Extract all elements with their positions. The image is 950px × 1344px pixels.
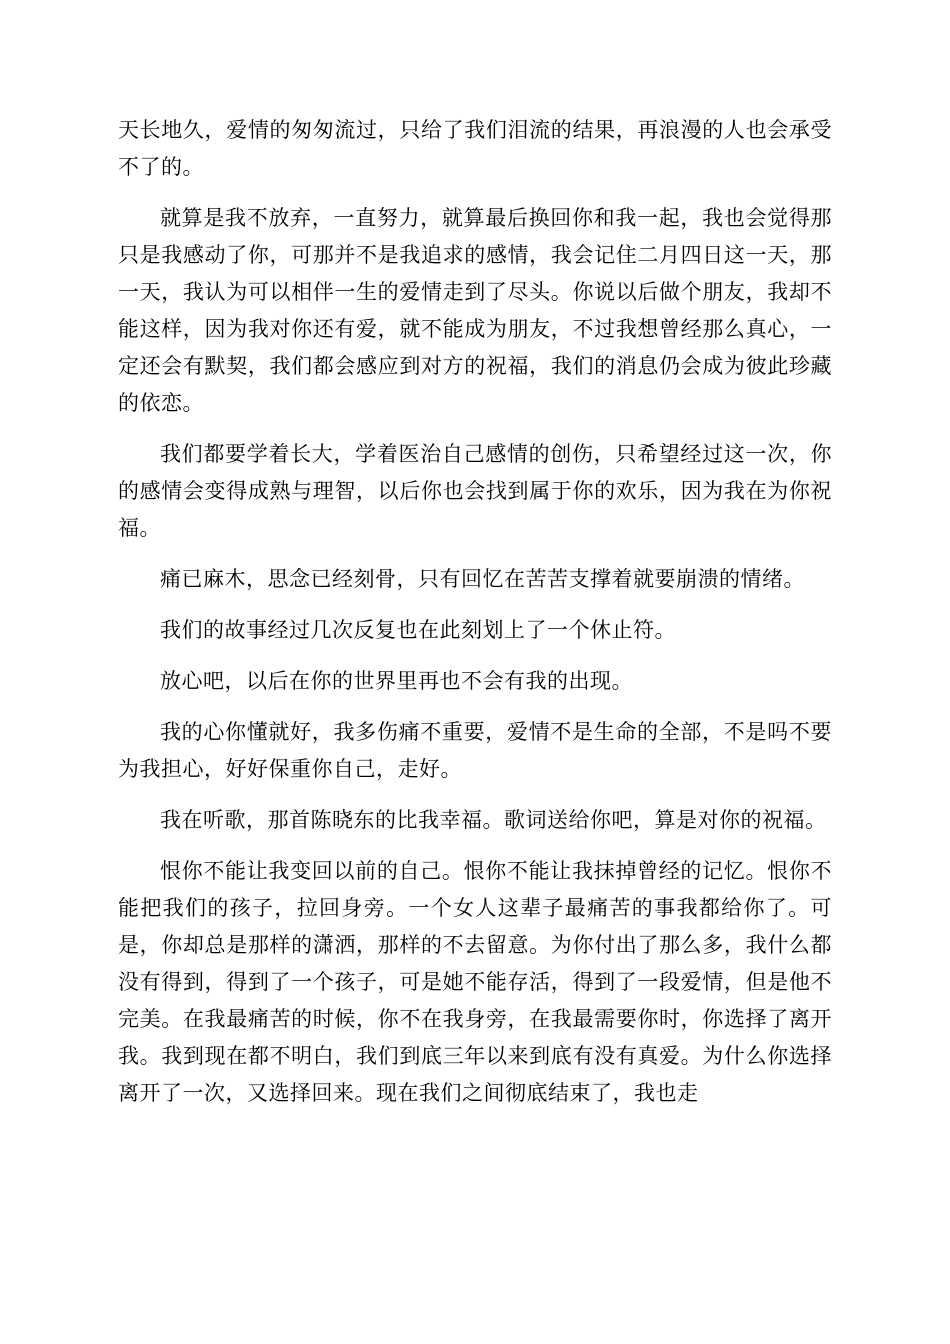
- paragraph-9: 恨你不能让我变回以前的自己。恨你不能让我抹掉曾经的记忆。恨你不能把我们的孩子，拉回身旁。一个女人这辈子最痛苦的事我都给你了。可是，你却总是那样的潇洒，那样的不去留意。为你付出了那么多，我什么都没有得到，得到了一个孩子，可是她不能存活，得到了一段爱情，但是他不完美。在我最痛苦的时候，你不在我身旁，在我最需要你时，你选择了离开我。我到现在都不明白，我们到底三年以来到底有没有真爱。为什么你选择离开了一次，又选择回来。现在我们之间彻底结束了，我也走: [118, 859, 832, 1105]
- paragraph-2: 就算是我不放弃，一直努力，就算最后换回你和我一起，我也会觉得那只是我感动了你，可那并不是我追求的感情，我会记住二月四日这一天，那一天，我认为可以相伴一生的爱情走到了尽头。你说以后做个朋友，我却不能这样，因为我对你还有爱，就不能成为朋友，不过我想曾经那么真心，一定还会有默契，我们都会感应到对方的祝福，我们的消息仍会成为彼此珍藏的依恋。: [118, 206, 832, 415]
- paragraph-7: 我的心你懂就好，我多伤痛不重要，爱情不是生命的全部，不是吗不要为我担心，好好保重你自己，走好。: [118, 720, 832, 781]
- paragraph-8: 我在听歌，那首陈晓东的比我幸福。歌词送给你吧，算是对你的祝福。: [160, 808, 827, 832]
- paragraph-6: 放心吧，以后在你的世界里再也不会有我的出现。: [160, 669, 633, 693]
- document-body: [118, 112, 832, 1126]
- paragraph-4: 痛已麻木，思念已经刻骨，只有回忆在苦苦支撑着就要崩溃的情绪。: [160, 567, 805, 591]
- paragraph-1: 天长地久，爱情的匆匆流过，只给了我们泪流的结果，再浪漫的人也会承受不了的。: [118, 118, 832, 179]
- paragraph-5: 我们的故事经过几次反复也在此刻划上了一个休止符。: [160, 618, 676, 642]
- paragraph-3: 我们都要学着长大，学着医治自己感情的创伤，只希望经过这一次，你的感情会变得成熟与理智，以后你也会找到属于你的欢乐，因为我在为你祝福。: [118, 442, 832, 540]
